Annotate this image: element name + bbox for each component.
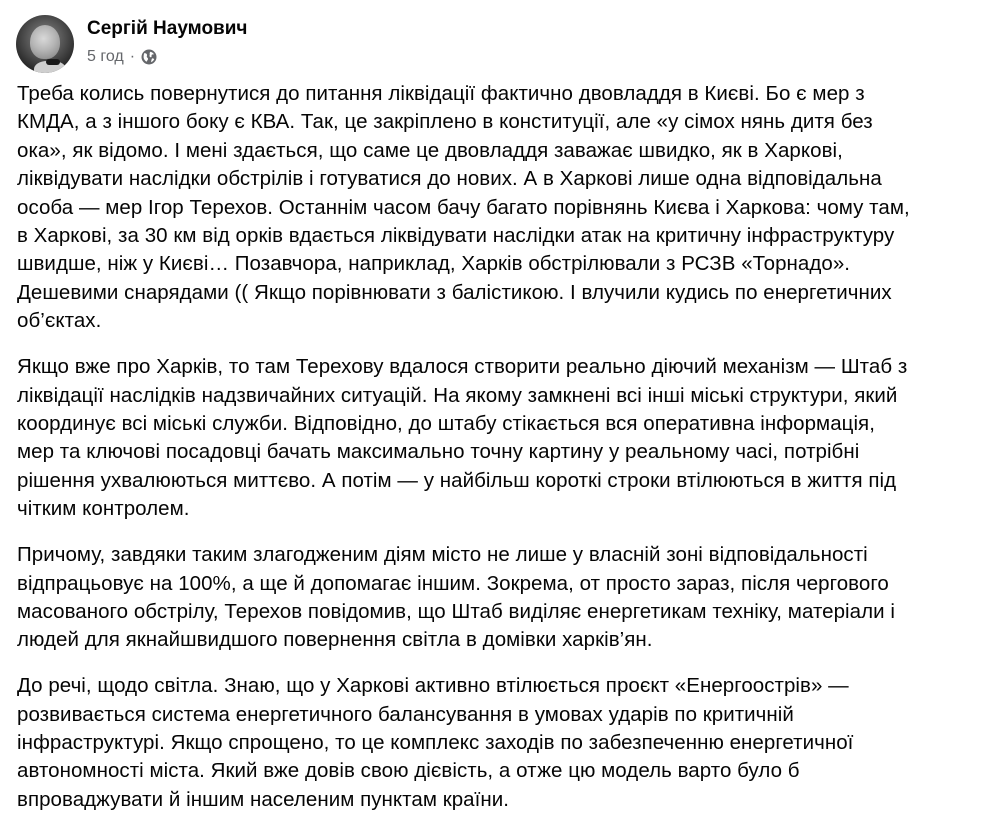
text-line: мер та ключові посадовці бачать максимально точну картину у реальному часі, потрібні [17,440,860,464]
avatar-bowtie [46,59,60,65]
text-line: автономності міста. Який вже довів свою дієвість, а отже цю модель варто було б [17,759,800,783]
author-name[interactable]: Сергій Наумович [87,18,248,39]
post-meta [87,18,248,67]
text-line: Якщо вже про Харків, то там Терехову вдалося створити реально діючий механізм — Штаб з [17,355,908,379]
separator-dot: · [129,48,136,65]
post-subline [87,47,247,67]
text-line: ліквідувати наслідки обстрілів і готуватися до нових. А в Харкові лише одна відповідальна [17,167,882,191]
text-line: чітким контролем. [17,497,190,521]
text-line: особа — мер Ігор Терехов. Останнім часом бачу багато порівнянь Києва і Харкова: чому там, [17,195,910,219]
text-line: в Харкові, за 30 км від орків вдається ліквідувати наслідки атак на критичну інфраструктуру [17,224,895,248]
avatar-face [30,25,60,59]
text-line: об’єктах. [17,309,102,333]
text-line: впроваджувати й іншим населеним пунктам країни. [17,787,509,811]
text-line: швидше, ніж у Києві… Позавчора, наприклад, Харків обстрілювали з РСЗВ «Торнадо». [17,252,851,276]
paragraph-3 [17,541,982,655]
post-timestamp[interactable]: 5 год [87,48,124,65]
paragraph-2 [17,353,982,523]
text-line: масованого обстрілу, Терехов повідомив, що Штаб виділяє енергетикам техніку, матеріали і [17,599,895,623]
paragraph-1 [17,80,982,336]
text-line: Причому, завдяки таким злагодженим діям місто не лише у власній зоні відповідальності [17,543,868,567]
post-text [17,80,982,832]
paragraph-4 [17,672,982,814]
post-header [16,14,247,74]
text-line: КМДА, а з іншого боку є КВА. Так, це закріплено в конституції, але «у сімох нянь дитя без [17,110,873,134]
text-line: ліквідації наслідків надзвичайних ситуацій. На якому замкнені всі інші міські структури, який [17,383,898,407]
text-line: Треба колись повернутися до питання ліквідації фактично двовладдя в Києві. Бо є мер з [17,82,865,105]
text-line: До речі, щодо світла. Знаю, що у Харкові активно втілюється проєкт «Енергоострів» — [17,674,849,698]
text-line: ока», як відомо. І мені здається, що саме це двовладдя заважає швидко, як в Харкові, [17,138,843,162]
text-line: відпрацьовує на 100%, а ще й допомагає іншим. Зокрема, от просто зараз, після чергового [17,571,889,595]
text-line: Дешевими снарядами (( Якщо порівнювати з балістикою. І влучили кудись по енергетичних [17,280,892,304]
author-avatar[interactable] [16,15,74,73]
text-line: рішення ухвалюються миттєво. А потім — у найбільш короткі строки втілюються в життя під [17,468,897,492]
text-line: людей для якнайшвидшого повернення світла в домівки харків’ян. [17,628,653,652]
text-line: інфраструктурі. Якщо спрощено, то це комплекс заходів по забезпеченню енергетичної [17,731,854,755]
globe-icon[interactable] [141,49,157,65]
text-line: розвивається система енергетичного балансування в умовах ударів по критичній [17,702,794,726]
text-line: координує всі міські служби. Відповідно, до штабу стікається вся оперативна інформація, [17,411,875,435]
